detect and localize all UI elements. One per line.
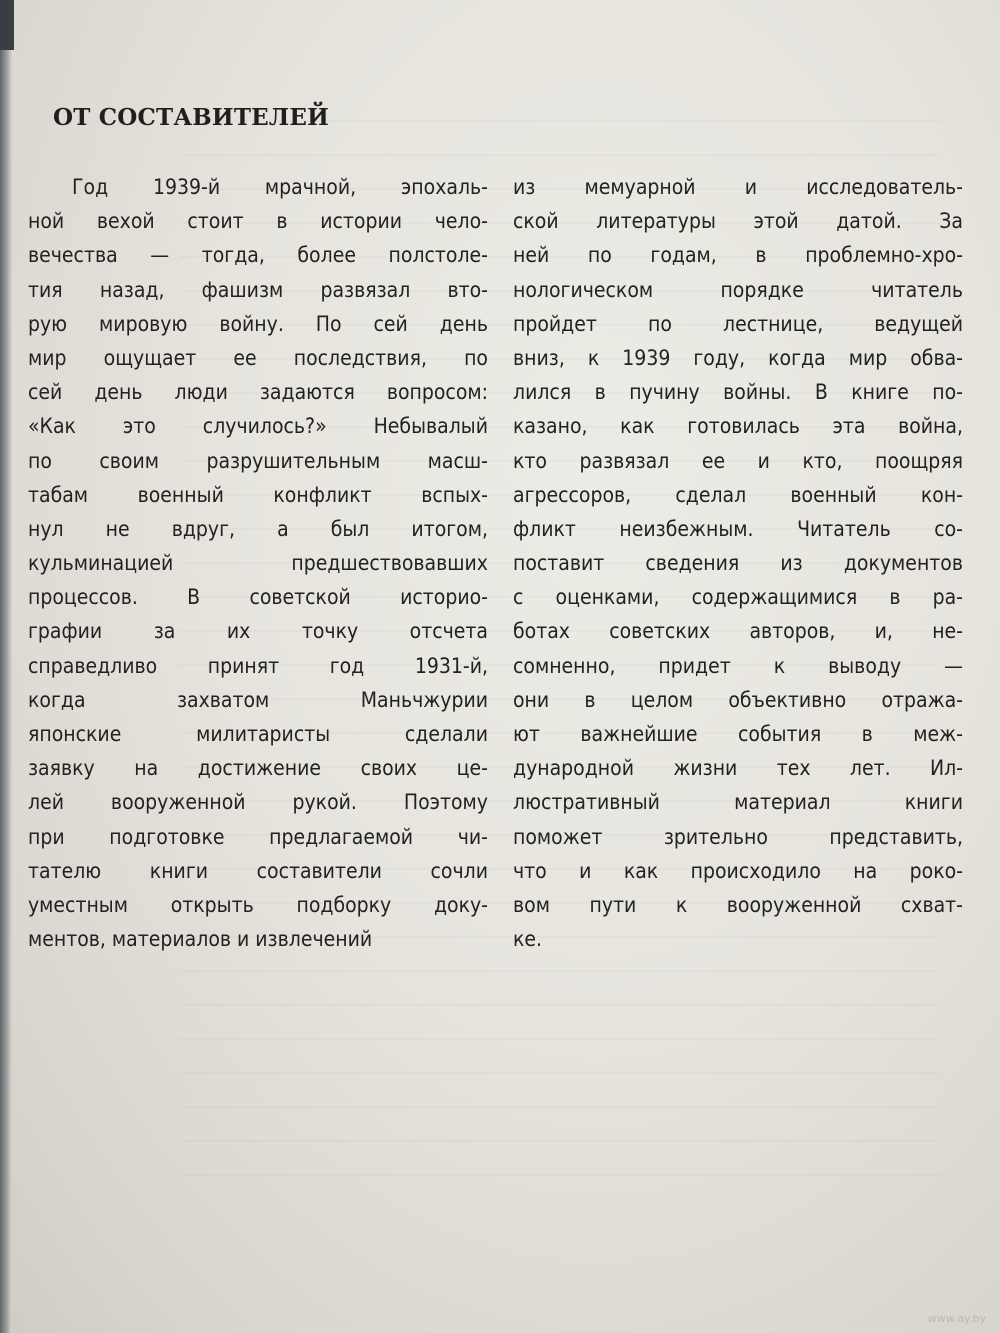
text-line: графии за их точку отсчета — [28, 619, 488, 644]
text-line: что и как происходило на роко- — [513, 858, 963, 883]
text-line: справедливо принят год 1931-й, — [28, 653, 488, 678]
text-line: тателю книги составители сочли — [28, 858, 488, 883]
text-line: ней по годам, в проблемно-хро- — [513, 243, 963, 268]
text-line: сей день люди задаются вопросом: — [28, 380, 488, 405]
text-line: по своим разрушительным масш- — [28, 448, 488, 473]
text-line: с оценками, содержащимися в ра- — [513, 585, 963, 610]
text-line: люстративный материал книги — [513, 790, 963, 815]
text-line: кульминацией предшествовавших — [28, 551, 488, 576]
text-line: кто развязал ее и кто, поощряя — [513, 448, 963, 473]
text-line: когда захватом Маньчжурии — [28, 687, 488, 712]
text-line: казано, как готовилась эта война, — [513, 414, 963, 439]
text-line: тия назад, фашизм развязал вто- — [28, 277, 488, 302]
text-line: «Как это случилось?» Небывалый — [28, 414, 488, 439]
right-text-column — [513, 170, 963, 956]
text-line: сомненно, придет к выводу — — [513, 653, 963, 678]
page-edge — [0, 0, 12, 1333]
text-line: ментов, материалов и извлечений — [28, 927, 373, 952]
text-line: пройдет по лестнице, ведущей — [513, 311, 963, 336]
text-line: вниз, к 1939 году, когда мир обва- — [513, 345, 963, 370]
text-line: уместным открыть подборку доку- — [28, 892, 488, 917]
text-line: ной вехой стоит в истории чело- — [28, 209, 488, 234]
text-line: Год 1939-й мрачной, эпохаль- — [72, 175, 488, 199]
text-line: японские милитаристы сделали — [28, 722, 488, 746]
text-line: вечества — тогда, более полстоле- — [28, 243, 488, 268]
text-line: ке. — [513, 927, 543, 952]
text-line: лился в пучину войны. В книге по- — [513, 380, 963, 405]
text-line: лей вооруженной рукой. Поэтому — [28, 790, 488, 815]
text-line: табам военный конфликт вспых- — [28, 482, 488, 507]
left-text-column — [28, 170, 488, 956]
text-line: агрессоров, сделал военный кон- — [513, 482, 963, 507]
corner-shadow — [0, 0, 14, 50]
text-line: поможет зрительно представить, — [513, 824, 963, 849]
text-line: поставит сведения из документов — [513, 551, 963, 576]
text-line: мир ощущает ее последствия, по — [28, 345, 488, 370]
text-line: нологическом порядке читатель — [513, 277, 963, 302]
text-line: ботах советских авторов, и, не- — [513, 619, 963, 644]
text-line: вом пути к вооруженной схват- — [513, 892, 963, 917]
section-heading: ОТ СОСТАВИТЕЛЕЙ — [53, 104, 330, 131]
text-line: дународной жизни тех лет. Ил- — [513, 756, 963, 781]
text-line: ют важнейшие события в меж- — [513, 722, 963, 746]
text-line: фликт неизбежным. Читатель со- — [513, 516, 963, 541]
text-line: нул не вдруг, а был итогом, — [28, 516, 488, 541]
watermark: www.ay.by — [927, 1312, 986, 1325]
text-line: рую мировую войну. По сей день — [28, 311, 488, 336]
text-line: из мемуарной и исследователь- — [513, 175, 963, 199]
text-line: процессов. В советской историо- — [28, 585, 488, 610]
text-line: заявку на достижение своих це- — [28, 756, 488, 781]
text-line: ской литературы этой датой. За — [513, 209, 963, 234]
text-line: они в целом объективно отража- — [513, 687, 963, 712]
text-line: при подготовке предлагаемой чи- — [28, 824, 488, 849]
